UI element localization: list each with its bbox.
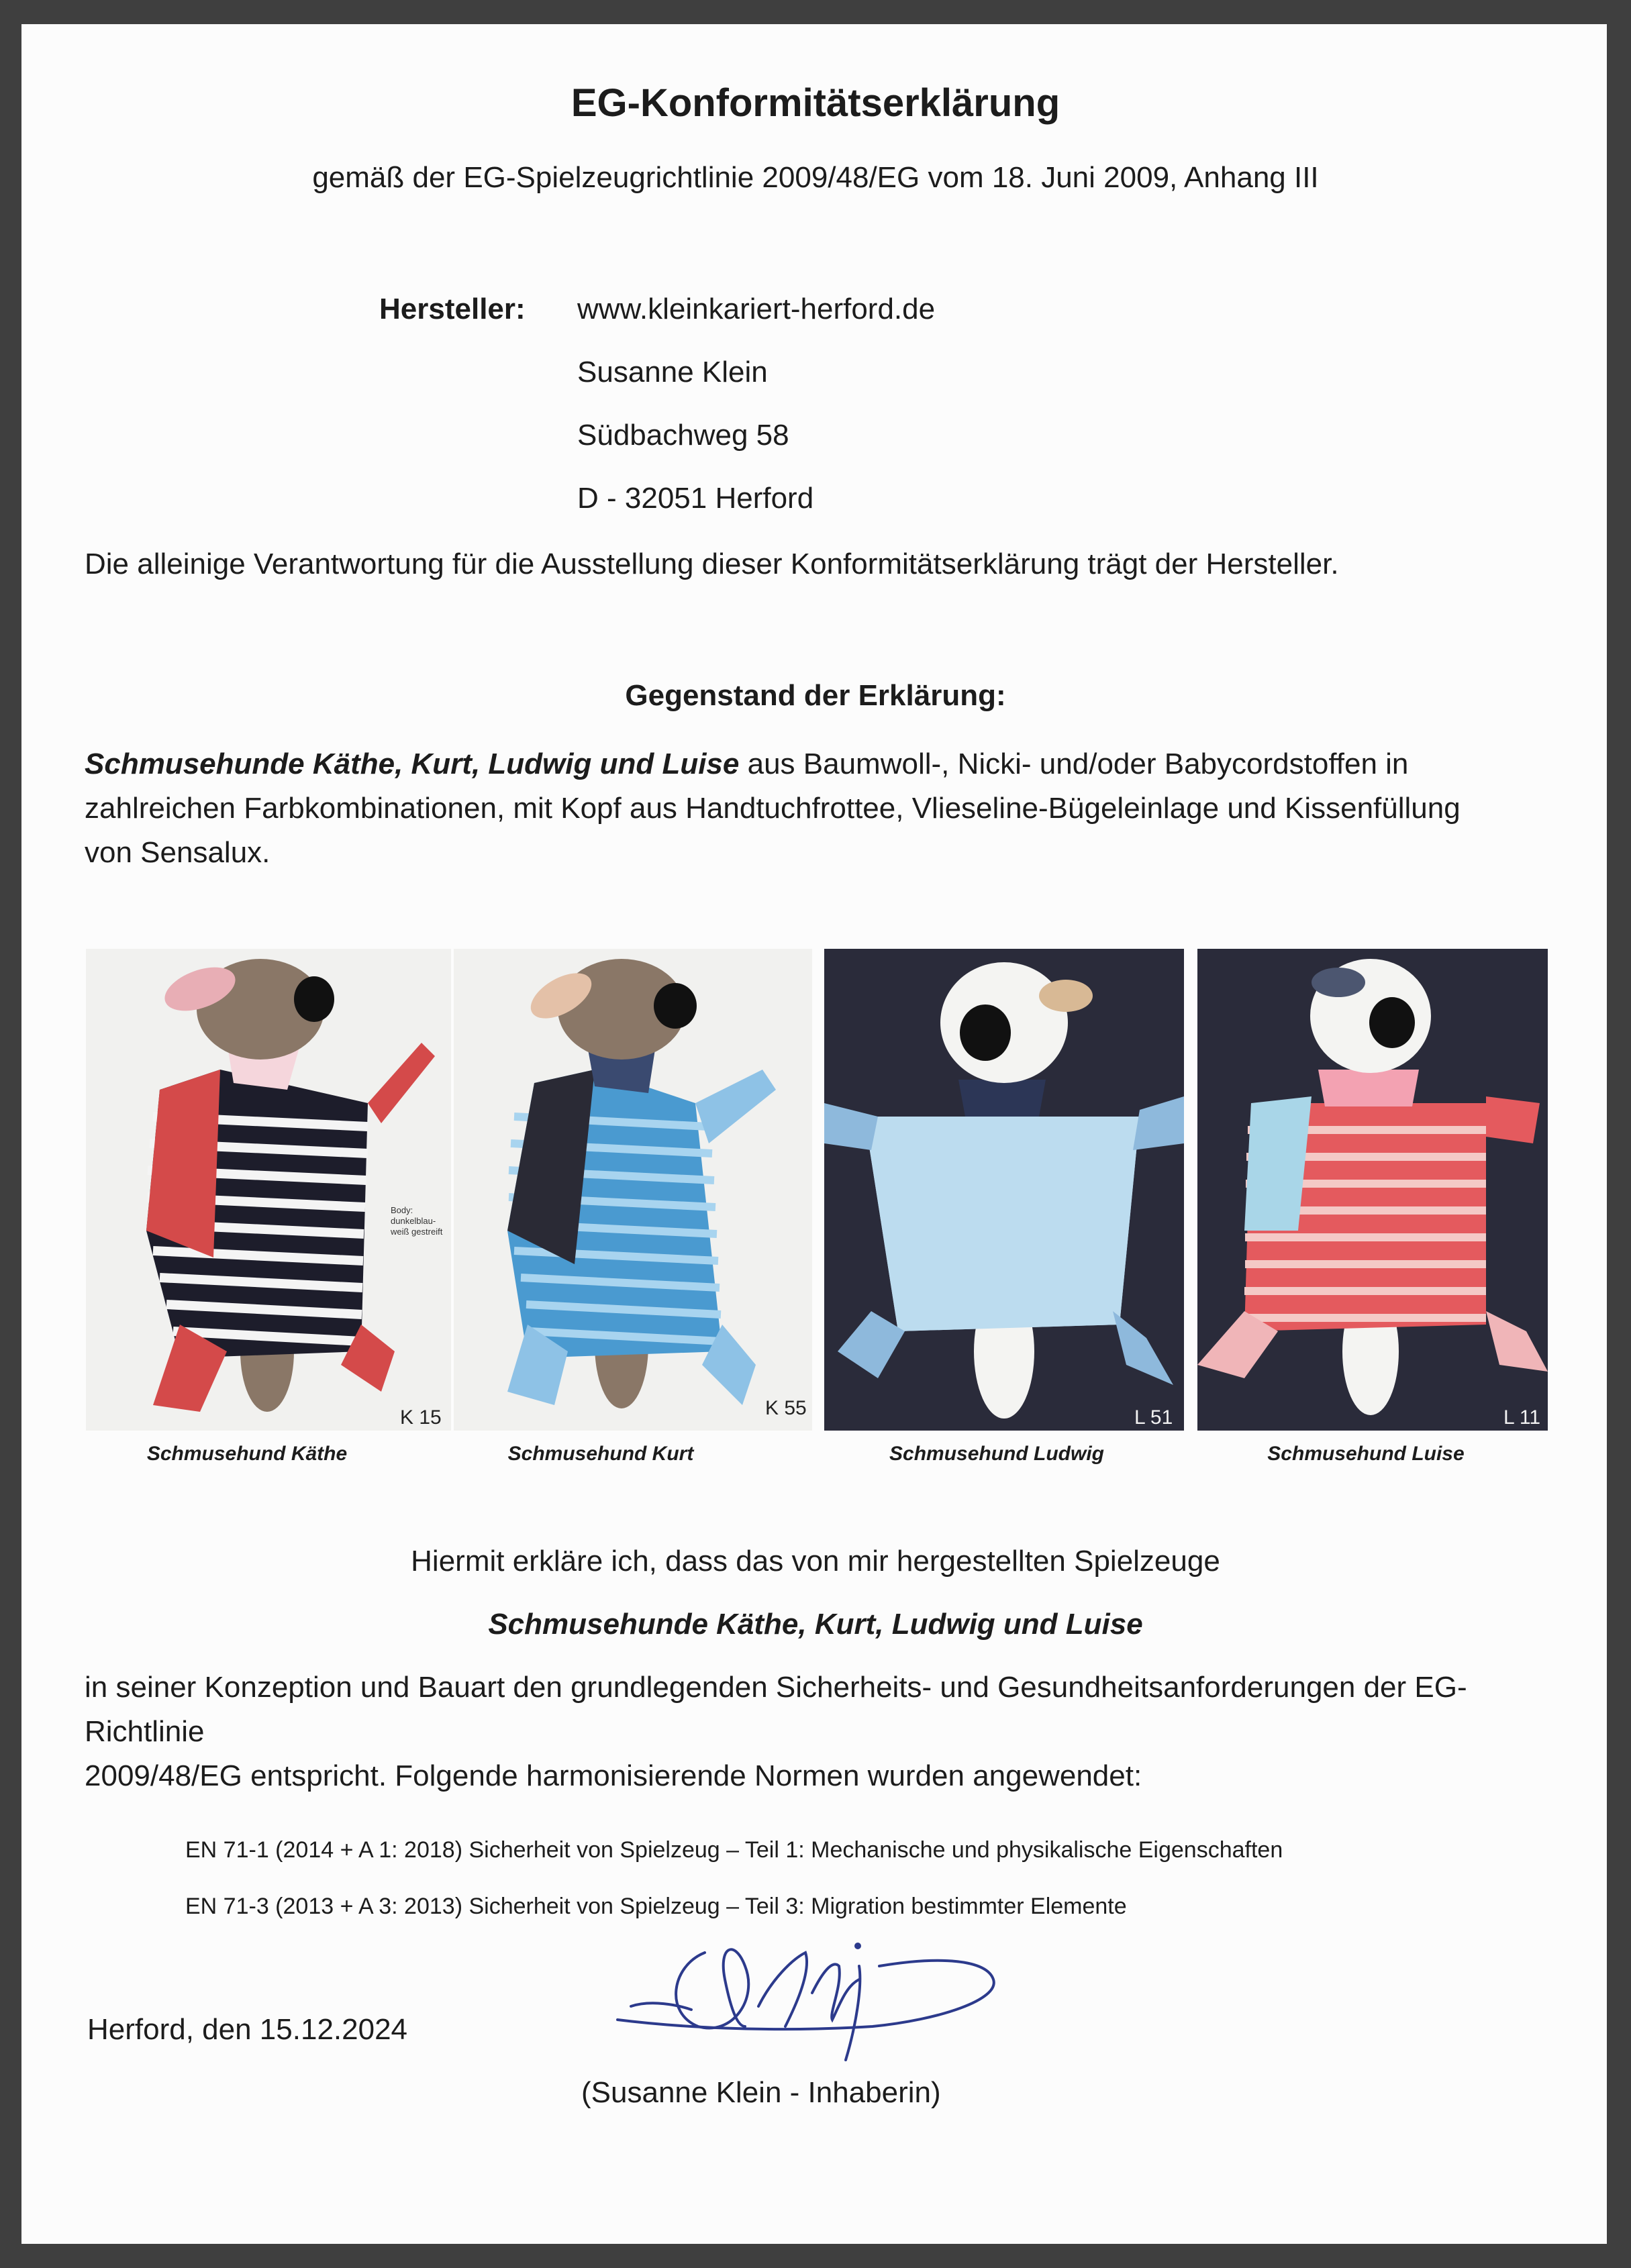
norm-en71-3: EN 71-3 (2013 + A 3: 2013) Sicherheit von Spielzeug – Teil 3: Migration bestimmter Elemente xyxy=(185,1894,1127,1919)
photo-code-l51: L 51 xyxy=(1134,1406,1173,1429)
dog-kurt-illustration xyxy=(454,949,812,1431)
manufacturer-label: Hersteller: xyxy=(379,293,526,325)
dog-kaethe-illustration xyxy=(86,949,451,1431)
signature-image xyxy=(591,1926,1020,2073)
photo-ludwig xyxy=(824,949,1184,1431)
declaration-line-2: 2009/48/EG entspricht. Folgende harmonisierende Normen wurden angewendet: xyxy=(85,1759,1142,1792)
subject-products: Schmusehunde Käthe, Kurt, Ludwig und Luise xyxy=(85,748,740,780)
subject-line-1 xyxy=(85,742,1561,786)
dog-luise-illustration xyxy=(1197,949,1548,1431)
declaration-paragraph xyxy=(85,1665,1561,1798)
page-subtitle: gemäß der EG-Spielzeugrichtlinie 2009/48/EG vom 18. Juni 2009, Anhang III xyxy=(312,161,1319,194)
photo-code-l11: L 11 xyxy=(1503,1406,1541,1429)
photo-note-body: Body: dunkelblau-weiß gestreift xyxy=(391,1205,443,1237)
manufacturer-city: D - 32051 Herford xyxy=(577,482,814,515)
caption-kurt: Schmusehund Kurt xyxy=(507,1443,694,1465)
photo-code-k55: K 55 xyxy=(765,1397,807,1419)
signatory: (Susanne Klein - Inhaberin) xyxy=(581,2076,941,2109)
declaration-line-1: in seiner Konzeption und Bauart den grundlegenden Sicherheits- und Gesundheitsanforderungen der EG-Richtlinie xyxy=(85,1671,1467,1748)
photo-kurt xyxy=(454,949,812,1431)
declaration-intro: Hiermit erkläre ich, dass das von mir hergestellten Spielzeuge xyxy=(411,1545,1220,1578)
subject-line-1-rest: aus Baumwoll-, Nicki- und/oder Babycordstoffen in xyxy=(739,748,1409,780)
caption-luise: Schmusehund Luise xyxy=(1267,1443,1465,1465)
caption-kaethe: Schmusehund Käthe xyxy=(146,1443,348,1465)
subject-paragraph xyxy=(85,742,1561,875)
photo-kaethe xyxy=(86,949,451,1431)
norm-en71-1: EN 71-1 (2014 + A 1: 2018) Sicherheit von Spielzeug – Teil 1: Mechanische und physikalische Eigenschaften xyxy=(185,1837,1283,1863)
photo-code-k15: K 15 xyxy=(400,1406,442,1429)
manufacturer-name: Susanne Klein xyxy=(577,356,768,389)
page-title: EG-Konformitätserklärung xyxy=(571,81,1060,125)
manufacturer-street: Südbachweg 58 xyxy=(577,419,789,452)
dog-ludwig-illustration xyxy=(824,949,1184,1431)
caption-ludwig: Schmusehund Ludwig xyxy=(889,1443,1104,1465)
subject-line-3: von Sensalux. xyxy=(85,836,270,869)
place-date: Herford, den 15.12.2024 xyxy=(87,2013,408,2046)
responsibility-statement: Die alleinige Verantwortung für die Ausstellung dieser Konformitätserklärung trägt der Hersteller. xyxy=(85,548,1339,580)
subject-line-2: zahlreichen Farbkombinationen, mit Kopf aus Handtuchfrottee, Vlieseline-Bügeleinlage und Kissenfüllung xyxy=(85,792,1461,825)
manufacturer-website: www.kleinkariert-herford.de xyxy=(577,293,936,325)
declaration-products: Schmusehunde Käthe, Kurt, Ludwig und Luise xyxy=(488,1608,1143,1641)
subject-heading: Gegenstand der Erklärung: xyxy=(625,679,1006,712)
photo-luise xyxy=(1197,949,1548,1431)
